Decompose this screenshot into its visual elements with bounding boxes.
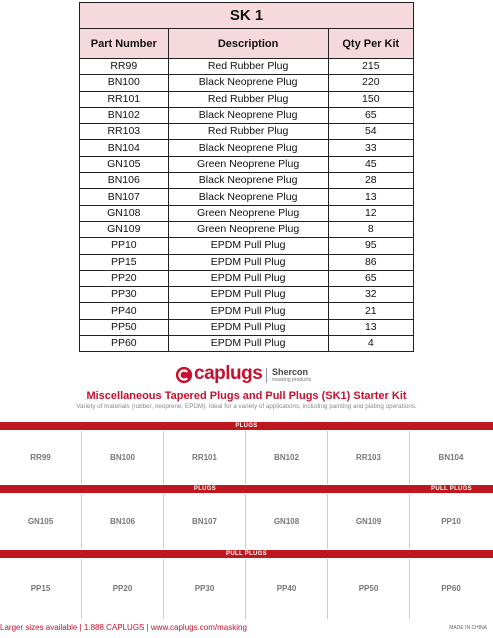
plug-tile: BN106: [82, 494, 164, 549]
cell-description: EPDM Pull Plug: [168, 254, 328, 270]
plug-tile: RR101: [164, 431, 246, 484]
kit-title: Miscellaneous Tapered Plugs and Pull Plugs (SK1) Starter Kit: [86, 390, 407, 402]
cell-qty: 33: [328, 140, 413, 156]
cell-description: Green Neoprene Plug: [168, 156, 328, 172]
cell-description: Red Rubber Plug: [168, 59, 328, 75]
plug-tile: PP30: [164, 559, 246, 619]
cell-part-number: GN109: [80, 221, 169, 237]
cell-qty: 65: [328, 270, 413, 286]
cell-part-number: PP10: [80, 238, 169, 254]
category-band-pull-plugs: [0, 550, 493, 558]
cell-description: EPDM Pull Plug: [168, 287, 328, 303]
kit-contents-table: [79, 2, 414, 352]
cell-description: Red Rubber Plug: [168, 91, 328, 107]
header-description: Description: [168, 29, 328, 59]
cell-qty: 45: [328, 156, 413, 172]
cell-description: EPDM Pull Plug: [168, 238, 328, 254]
cell-qty: 4: [328, 336, 413, 352]
cell-part-number: BN107: [80, 189, 169, 205]
cell-part-number: BN106: [80, 173, 169, 189]
cell-part-number: BN104: [80, 140, 169, 156]
table-row: [80, 173, 414, 189]
cell-qty: 32: [328, 287, 413, 303]
cell-description: Black Neoprene Plug: [168, 140, 328, 156]
shercon-tagline: masking products: [272, 377, 312, 383]
cell-description: Green Neoprene Plug: [168, 205, 328, 221]
header-qty: Qty Per Kit: [328, 29, 413, 59]
table-row: [80, 107, 414, 123]
brand-divider: [266, 368, 267, 383]
cell-part-number: PP30: [80, 287, 169, 303]
plug-tile: GN109: [328, 494, 410, 549]
table-row: [80, 336, 414, 352]
plug-tile: PP15: [0, 559, 82, 619]
cell-part-number: PP60: [80, 336, 169, 352]
cell-part-number: PP40: [80, 303, 169, 319]
table-title: SK 1: [80, 3, 414, 29]
cell-description: Black Neoprene Plug: [168, 189, 328, 205]
plug-tile: PP20: [82, 559, 164, 619]
plug-row-1: [0, 431, 493, 484]
plug-tile: BN104: [438, 453, 464, 462]
cell-description: Black Neoprene Plug: [168, 107, 328, 123]
band-label-right: PULL PLUGS: [431, 486, 472, 492]
cell-part-number: RR99: [80, 59, 169, 75]
cell-description: EPDM Pull Plug: [168, 336, 328, 352]
plug-tile: RR103: [328, 431, 410, 484]
table-row: [80, 156, 414, 172]
plug-tile: PP50: [328, 559, 410, 619]
cell-description: EPDM Pull Plug: [168, 319, 328, 335]
cell-qty: 65: [328, 107, 413, 123]
plug-tile: RR99: [0, 431, 82, 484]
brand-header: [0, 363, 493, 386]
plug-tile: PP40: [246, 559, 328, 619]
cell-part-number: RR101: [80, 91, 169, 107]
category-band-plugs: [0, 422, 493, 430]
band-label: PULL PLUGS: [226, 551, 267, 557]
cell-qty: 215: [328, 59, 413, 75]
cell-description: EPDM Pull Plug: [168, 270, 328, 286]
cell-description: EPDM Pull Plug: [168, 303, 328, 319]
plug-row-2: [0, 494, 493, 549]
table-row: [80, 319, 414, 335]
caplugs-logo-icon: [175, 366, 193, 384]
kit-description: Variety of materials (rubber, neoprene, EPDM). Ideal for a variety of applications, including painting and plating operations.: [76, 403, 417, 410]
table-row: [80, 270, 414, 286]
footer-contact: Larger sizes available | 1.888.CAPLUGS | www.caplugs.com/masking: [0, 623, 247, 632]
plug-row-3: [0, 559, 493, 619]
header-part-number: Part Number: [80, 29, 169, 59]
shercon-logo-text: Shercon: [272, 367, 309, 377]
cell-qty: 28: [328, 173, 413, 189]
cell-qty: 54: [328, 124, 413, 140]
cell-description: Red Rubber Plug: [168, 124, 328, 140]
cell-description: Green Neoprene Plug: [168, 221, 328, 237]
table-row: [80, 221, 414, 237]
table-row: [80, 205, 414, 221]
cell-part-number: RR103: [80, 124, 169, 140]
plug-tile: BN102: [246, 431, 328, 484]
cell-part-number: BN100: [80, 75, 169, 91]
plug-tile: GN105: [0, 494, 82, 549]
cell-part-number: PP50: [80, 319, 169, 335]
cell-qty: 21: [328, 303, 413, 319]
table-row: [80, 189, 414, 205]
plug-tile: GN108: [246, 494, 328, 549]
cell-part-number: PP20: [80, 270, 169, 286]
cell-qty: 8: [328, 221, 413, 237]
footer-origin: MADE IN CHINA: [449, 625, 487, 631]
cell-description: Black Neoprene Plug: [168, 173, 328, 189]
table-row: [80, 59, 414, 75]
plug-tile: PP60: [441, 584, 461, 593]
table-row: [80, 75, 414, 91]
footer: [0, 622, 493, 636]
table-row: [80, 254, 414, 270]
cell-qty: 13: [328, 189, 413, 205]
table-row: [80, 303, 414, 319]
table-row: [80, 91, 414, 107]
plug-tile: BN100: [82, 431, 164, 484]
cell-qty: 86: [328, 254, 413, 270]
cell-description: Black Neoprene Plug: [168, 75, 328, 91]
band-label-left: PLUGS: [193, 486, 217, 492]
cell-part-number: BN102: [80, 107, 169, 123]
cell-part-number: PP15: [80, 254, 169, 270]
table-row: [80, 140, 414, 156]
band-label: PLUGS: [235, 423, 258, 429]
cell-qty: 13: [328, 319, 413, 335]
category-band-mixed: [0, 485, 493, 493]
plug-tile: BN107: [164, 494, 246, 549]
caplugs-logo-text: caplugs: [194, 363, 263, 384]
cell-qty: 150: [328, 91, 413, 107]
cell-qty: 12: [328, 205, 413, 221]
cell-part-number: GN105: [80, 156, 169, 172]
table-row: [80, 238, 414, 254]
table-row: [80, 124, 414, 140]
plug-tile: PP10: [441, 517, 461, 526]
cell-qty: 95: [328, 238, 413, 254]
cell-part-number: GN108: [80, 205, 169, 221]
cell-qty: 220: [328, 75, 413, 91]
table-row: [80, 287, 414, 303]
